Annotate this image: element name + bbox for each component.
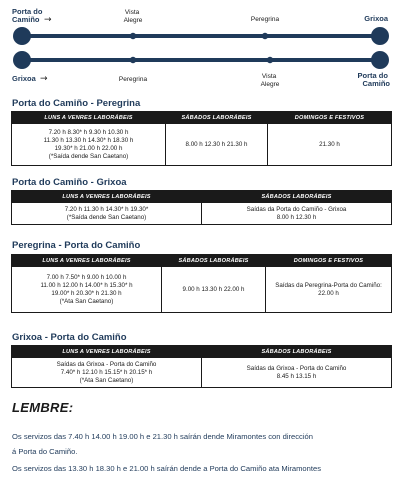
column-header: DOMINGOS E FESTIVOS	[268, 112, 392, 124]
cell-line: 9.00 h 13.30 h 22.00 h	[182, 285, 245, 293]
column-header: SÁBADOS LABORÁBEIS	[202, 346, 392, 358]
cell-line: 7.20 h 11.30 h 14.30* h 19.30*	[64, 205, 149, 213]
cell-line: 7.40* h 12.10 h 15.15* h 20.15* h	[60, 368, 153, 376]
lembre-note-line-3: Os servizos das 13.30 h 18.30 h e 21.00 h saírán dende a Porta do Camiño ata Miramontes	[12, 464, 321, 473]
schedule-table-porta-peregrina	[11, 111, 392, 166]
schedule-table-porta-grixoa	[11, 190, 392, 225]
cell-line: 11.30 h 13.30 h 14.30* h 18.30 h	[43, 136, 134, 144]
cell-line: 19.00* h 20.30* h 21.30 h	[51, 289, 122, 297]
schedule-cell	[12, 124, 166, 166]
lembre-note-line-1: Os servizos das 7.40 h 14.00 h 19.00 h e 21.30 h saírán dende Miramontes con dirección	[12, 432, 313, 441]
cell-note: (*Ata San Caetano)	[59, 297, 114, 305]
top-stop-1-line-1: Vista	[124, 9, 140, 16]
top-start-line-2: Camiño	[12, 15, 40, 24]
schedule-cell	[12, 267, 162, 313]
terminus-dot-top-end	[371, 27, 389, 45]
schedule-cell	[12, 203, 202, 225]
cell-note: (*Saída dende San Caetano)	[48, 152, 129, 160]
bottom-stop-2-label	[261, 73, 280, 88]
cell-line: 19.30* h 21.00 h 22.00 h	[54, 144, 123, 152]
direction-arrow-icon: →	[44, 15, 52, 25]
cell-line: 8.00 h 12.30 h 21.30 h	[185, 140, 248, 148]
bottom-stop-2-line-1: Vista	[261, 73, 277, 80]
schedule-cell	[268, 124, 392, 166]
top-stop-2-label: Peregrina	[250, 16, 280, 23]
bottom-start-label: Grixoa	[12, 74, 36, 83]
top-start-line-1: Porta do	[12, 7, 43, 16]
schedule-cell	[162, 267, 266, 313]
section-title-grixoa-porta: Grixoa - Porta do Camiño	[12, 332, 127, 343]
table-row	[12, 124, 392, 166]
bottom-end-line-1: Porta do	[357, 71, 388, 80]
cell-line: Saídas da Grixoa - Porta do Camiño	[246, 364, 347, 372]
direction-arrow-icon: →	[40, 74, 48, 84]
table-header-row	[12, 255, 392, 267]
cell-line: Saídas da Grixoa - Porta do Camiño	[56, 360, 157, 368]
schedule-cell	[266, 267, 392, 313]
stop-dot-bottom-vista-alegre	[267, 57, 273, 63]
table-header-row	[12, 112, 392, 124]
schedule-cell	[166, 124, 268, 166]
table-row	[12, 358, 392, 388]
cell-line: 7.00 h 7.50* h 9.00 h 10.00 h	[46, 273, 127, 281]
cell-line: 7.20 h 8.30* h 9.30 h 10.30 h	[48, 128, 129, 136]
stop-dot-bottom-peregrina	[130, 57, 136, 63]
top-stop-1-line-2: Alegre	[123, 17, 143, 24]
column-header: LUNS A VENRES LABORÁBEIS	[12, 112, 166, 124]
column-header: SÁBADOS LABORÁBEIS	[162, 255, 266, 267]
schedule-cell	[202, 358, 392, 388]
column-header: DOMINGOS E FESTIVOS	[266, 255, 392, 267]
terminus-dot-bottom-end	[371, 51, 389, 69]
top-end-label: Grixoa	[364, 14, 388, 23]
cell-note: (*Saída dende San Caetano)	[66, 213, 147, 221]
bottom-stop-1-label: Peregrina	[118, 76, 148, 83]
route-map	[0, 0, 400, 92]
schedule-table-grixoa-porta	[11, 345, 392, 388]
cell-line: Saídas da Porta do Camiño - Grixoa	[246, 205, 347, 213]
section-title-porta-peregrina: Porta do Camiño - Peregrina	[12, 98, 141, 109]
section-title-porta-grixoa: Porta do Camiño - Grixoa	[12, 177, 127, 188]
schedule-table-peregrina-porta	[11, 254, 392, 313]
column-header: SÁBADOS LABORÁBEIS	[202, 191, 392, 203]
table-row	[12, 203, 392, 225]
bottom-end-line-2: Camiño	[362, 79, 390, 88]
column-header: SÁBADOS LABORÁBEIS	[166, 112, 268, 124]
section-title-peregrina-porta: Peregrina - Porta do Camiño	[12, 240, 141, 251]
bottom-end-label	[357, 71, 390, 88]
stop-dot-top-vista-alegre	[130, 33, 136, 39]
schedule-cell	[12, 358, 202, 388]
bottom-stop-2-line-2: Alegre	[260, 81, 280, 88]
terminus-dot-top-start	[13, 27, 31, 45]
table-header-row	[12, 191, 392, 203]
table-row	[12, 267, 392, 313]
table-header-row	[12, 346, 392, 358]
top-stop-1-label	[124, 9, 143, 24]
cell-line: 21.30 h	[319, 140, 340, 148]
cell-line: 11.00 h 12.00 h 14.00* h 15.30* h	[40, 281, 133, 289]
terminus-dot-bottom-start	[13, 51, 31, 69]
cell-line: Saídas da Peregrina-Porta do Camiño:	[275, 281, 382, 289]
lembre-heading: LEMBRE:	[12, 400, 74, 415]
cell-line: 8.45 h 13.15 h	[276, 372, 317, 380]
column-header: LUNS A VENRES LABORÁBEIS	[12, 346, 202, 358]
stop-dot-top-peregrina	[262, 33, 268, 39]
column-header: LUNS A VENRES LABORÁBEIS	[12, 255, 162, 267]
top-start-label	[12, 7, 45, 24]
lembre-note-line-2: á Porta do Camiño.	[12, 447, 78, 456]
schedule-cell	[202, 203, 392, 225]
cell-note: (*Ata San Caetano)	[79, 376, 134, 384]
column-header: LUNS A VENRES LABORÁBEIS	[12, 191, 202, 203]
cell-line: 8.00 h 12.30 h	[276, 213, 317, 221]
cell-line: 22.00 h	[318, 289, 339, 297]
